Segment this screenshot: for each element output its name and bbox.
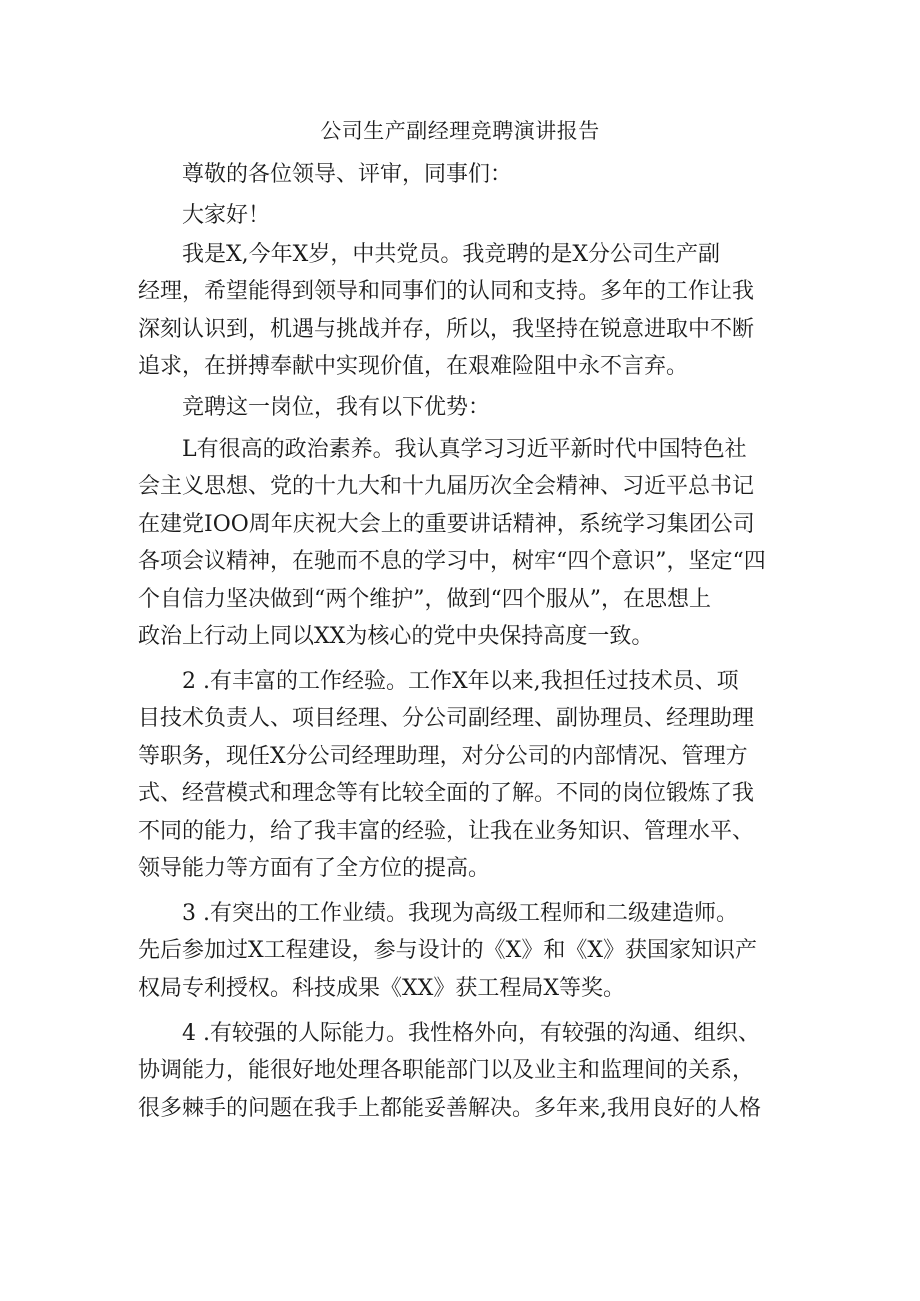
greeting-line: 大家好！ <box>182 203 271 228</box>
document-title: 公司生产副经理竞聘演讲报告 <box>320 119 600 143</box>
salutation-line: 尊敬的各位领导、评审，同事们： <box>182 162 513 187</box>
paragraph-line: 等职务，现任X分公司经理助理，对分公司的内部情况、管理方 <box>138 744 748 769</box>
paragraph-line: 我是X,今年X岁，中共党员。我竞聘的是X分公司生产副 <box>182 242 720 267</box>
paragraph-line: 协调能力，能很好地处理各职能部门以及业主和监理间的关系， <box>138 1058 755 1083</box>
paragraph-line: 式、经营模式和理念等有比较全面的了解。不同的岗位锻炼了我 <box>138 781 755 806</box>
paragraph-line: 权局专利授权。科技成果《XX》获工程局X等奖。 <box>138 976 625 1001</box>
paragraph-line: 各项会议精神，在驰而不息的学习中，树牢“四个意识”，坚定“四 <box>138 549 766 574</box>
paragraph-line: 2 .有丰富的工作经验。工作X年以来,我担任过技术员、项 <box>182 669 739 694</box>
paragraph-line: L有很高的政治素养。我认真学习习近平新时代中国特色社 <box>182 437 747 462</box>
paragraph-line: 先后参加过X工程建设，参与设计的《X》和《X》获国家知识产 <box>138 938 757 963</box>
paragraph-line: 政治上行动上同以XX为核心的党中央保持高度一致。 <box>138 624 654 649</box>
paragraph-line: 深刻认识到，机遇与挑战并存，所以，我坚持在锐意进取中不断 <box>138 317 755 342</box>
paragraph-line: 经理，希望能得到领导和同事们的认同和支持。多年的工作让我 <box>138 279 755 304</box>
paragraph-line: 在建党IOO周年庆祝大会上的重要讲话精神，系统学习集团公司 <box>138 512 755 537</box>
paragraph-line: 竞聘这一岗位，我有以下优势： <box>182 395 491 420</box>
paragraph-line: 4 .有较强的人际能力。我性格外向，有较强的沟通、组织、 <box>182 1021 760 1046</box>
paragraph-line: 3 .有突出的工作业绩。我现为高级工程师和二级建造师。 <box>182 901 738 926</box>
paragraph-line: 追求，在拼搏奉献中实现价值，在艰难险阻中永不言弃。 <box>138 354 689 379</box>
paragraph-line: 目技术负责人、项目经理、分公司副经理、副协理员、经理助理 <box>138 706 755 731</box>
paragraph-line: 个自信力坚决做到“两个维护”，做到“四个服从”，在思想上 <box>138 587 711 612</box>
paragraph-line: 很多棘手的问题在我手上都能妥善解决。多年来,我用良好的人格 <box>138 1096 761 1121</box>
paragraph-line: 不同的能力，给了我丰富的经验，让我在业务知识、管理水平、 <box>138 819 755 844</box>
paragraph-line: 领导能力等方面有了全方位的提高。 <box>138 856 491 881</box>
paragraph-line: 会主义思想、党的十九大和十九届历次全会精神、习近平总书记 <box>138 474 755 499</box>
